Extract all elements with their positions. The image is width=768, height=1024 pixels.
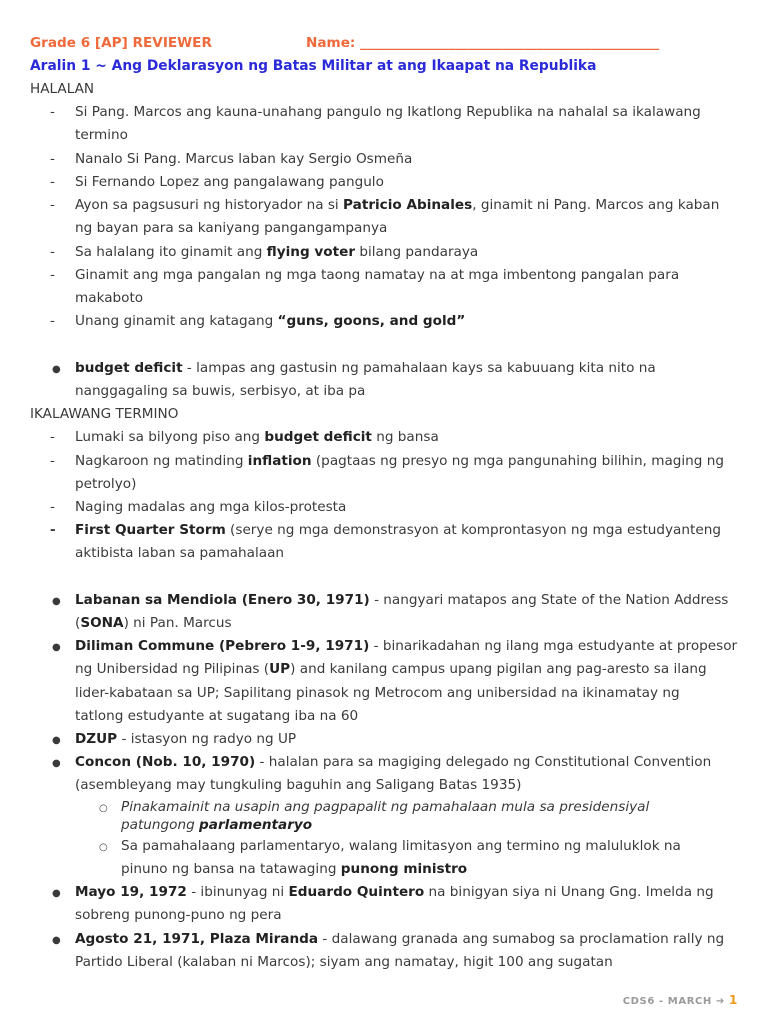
list-item: DZUP - istasyon ng radyo ng UP bbox=[75, 731, 297, 747]
list-item-cont: ng Unibersidad ng Pilipinas (UP) and kanilang campus upang pigilan ang pag-aresto sa ilang bbox=[75, 661, 707, 677]
dash-bullet: - bbox=[50, 197, 55, 213]
list-item-cont: (asembleyang may tungkuling baguhin ang Saligang Batas 1935) bbox=[75, 777, 522, 793]
list-item-cont: termino bbox=[75, 127, 128, 143]
list-item: Sa halalang ito ginamit ang flying voter bilang pandaraya bbox=[75, 244, 479, 260]
name-field-label: Name: ____________________________________________ bbox=[306, 35, 660, 51]
bullet-dot: ● bbox=[52, 364, 61, 375]
list-item-cont: nanggagaling sa buwis, serbisyo, at iba pa bbox=[75, 383, 366, 399]
list-item: Ginamit ang mga pangalan ng mga taong namatay na at mga imbentong pangalan para bbox=[75, 267, 680, 283]
dash-bullet: - bbox=[50, 429, 55, 445]
list-item: Si Fernando Lopez ang pangalawang pangulo bbox=[75, 174, 384, 190]
list-item-cont: makaboto bbox=[75, 290, 144, 306]
bullet-dot: ● bbox=[52, 735, 61, 746]
list-item: Agosto 21, 1971, Plaza Miranda - dalawang granada ang sumabog sa proclamation rally ng bbox=[75, 931, 725, 947]
dash-bullet: - bbox=[50, 499, 55, 515]
sub-list-item-cont: pinuno ng bansa na tatawaging punong ministro bbox=[121, 861, 468, 877]
list-item-cont: Partido Liberal (kalaban ni Marcos); siyam ang namatay, higit 100 ang sugatan bbox=[75, 954, 613, 970]
dash-bullet: - bbox=[50, 313, 55, 329]
list-item: Diliman Commune (Pebrero 1-9, 1971) - binarikadahan ng ilang mga estudyante at propesor bbox=[75, 638, 738, 654]
page-number: 1 bbox=[729, 993, 738, 1007]
grade-heading: Grade 6 [AP] REVIEWER bbox=[30, 35, 212, 51]
lesson-title: Aralin 1 ~ Ang Deklarasyon ng Batas Militar at ang Ikaapat na Republika bbox=[30, 58, 597, 74]
dash-bullet: - bbox=[50, 104, 55, 120]
list-item: budget deficit - lampas ang gastusin ng pamahalaan kays sa kabuuang kita nito na bbox=[75, 360, 656, 376]
list-item: Ayon sa pagsusuri ng historyador na si Patricio Abinales, ginamit ni Pang. Marcos ang kaban bbox=[75, 197, 720, 213]
list-item: Si Pang. Marcos ang kauna-unahang pangulo ng Ikatlong Republika na nahalal sa ikalawang bbox=[75, 104, 701, 120]
list-item-cont: (SONA) ni Pan. Marcus bbox=[75, 615, 232, 631]
dash-bullet: - bbox=[50, 453, 55, 469]
list-item: Mayo 19, 1972 - ibinunyag ni Eduardo Quintero na binigyan siya ni Unang Gng. Imelda ng bbox=[75, 884, 714, 900]
list-item: First Quarter Storm (serye ng mga demonstrasyon at komprontasyon ng mga estudyanteng bbox=[75, 522, 721, 538]
bullet-dot: ● bbox=[52, 596, 61, 607]
list-item-cont: tatlong estudyante at sugatang iba na 60 bbox=[75, 708, 359, 724]
dash-bullet: - bbox=[50, 522, 56, 538]
list-item: Nagkaroon ng matinding inflation (pagtaas ng presyo ng mga pangunahing bilihin, maging ng bbox=[75, 453, 724, 469]
list-item: Lumaki sa bilyong piso ang budget deficit ng bansa bbox=[75, 429, 439, 445]
bullet-dot: ● bbox=[52, 758, 61, 769]
dash-bullet: - bbox=[50, 267, 55, 283]
section-title-halalan: HALALAN bbox=[30, 81, 95, 97]
sub-bullet-circle: ○ bbox=[99, 803, 108, 814]
list-item-cont: lider-kabataan sa UP; Sapilitang pinasok ng Metrocom ang unibersidad na ikinamatay ng bbox=[75, 685, 680, 701]
list-item: Concon (Nob. 10, 1970) - halalan para sa magiging delegado ng Constitutional Convention bbox=[75, 754, 712, 770]
list-item: Labanan sa Mendiola (Enero 30, 1971) - nangyari matapos ang State of the Nation Address bbox=[75, 592, 729, 608]
sub-list-item: Sa pamahalaang parlamentaryo, walang limitasyon ang termino ng maluluklok na bbox=[121, 838, 681, 854]
list-item: Nanalo Si Pang. Marcus laban kay Sergio Osmeña bbox=[75, 151, 413, 167]
list-item-cont: petrolyo) bbox=[75, 476, 137, 492]
list-item-cont: sobreng punong-puno ng pera bbox=[75, 907, 282, 923]
dash-bullet: - bbox=[50, 244, 55, 260]
sub-list-item-cont: patungong parlamentaryo bbox=[121, 817, 313, 833]
section-title-ikalawang-termino: IKALAWANG TERMINO bbox=[30, 406, 179, 422]
sub-bullet-circle: ○ bbox=[99, 842, 108, 853]
bullet-dot: ● bbox=[52, 642, 61, 653]
list-item-cont: ng bayan para sa kaniyang pangangampanya bbox=[75, 220, 388, 236]
list-item: Unang ginamit ang katagang “guns, goons, and gold” bbox=[75, 313, 466, 329]
dash-bullet: - bbox=[50, 151, 55, 167]
list-item-cont: aktibista laban sa pamahalaan bbox=[75, 545, 285, 561]
list-item: Naging madalas ang mga kilos-protesta bbox=[75, 499, 347, 515]
sub-list-item: Pinakamainit na usapin ang pagpapalit ng pamahalaan mula sa presidensiyal bbox=[121, 799, 650, 815]
page-footer: CDS6 - MARCH ➔ 1 bbox=[622, 993, 738, 1007]
dash-bullet: - bbox=[50, 174, 55, 190]
bullet-dot: ● bbox=[52, 935, 61, 946]
bullet-dot: ● bbox=[52, 888, 61, 899]
